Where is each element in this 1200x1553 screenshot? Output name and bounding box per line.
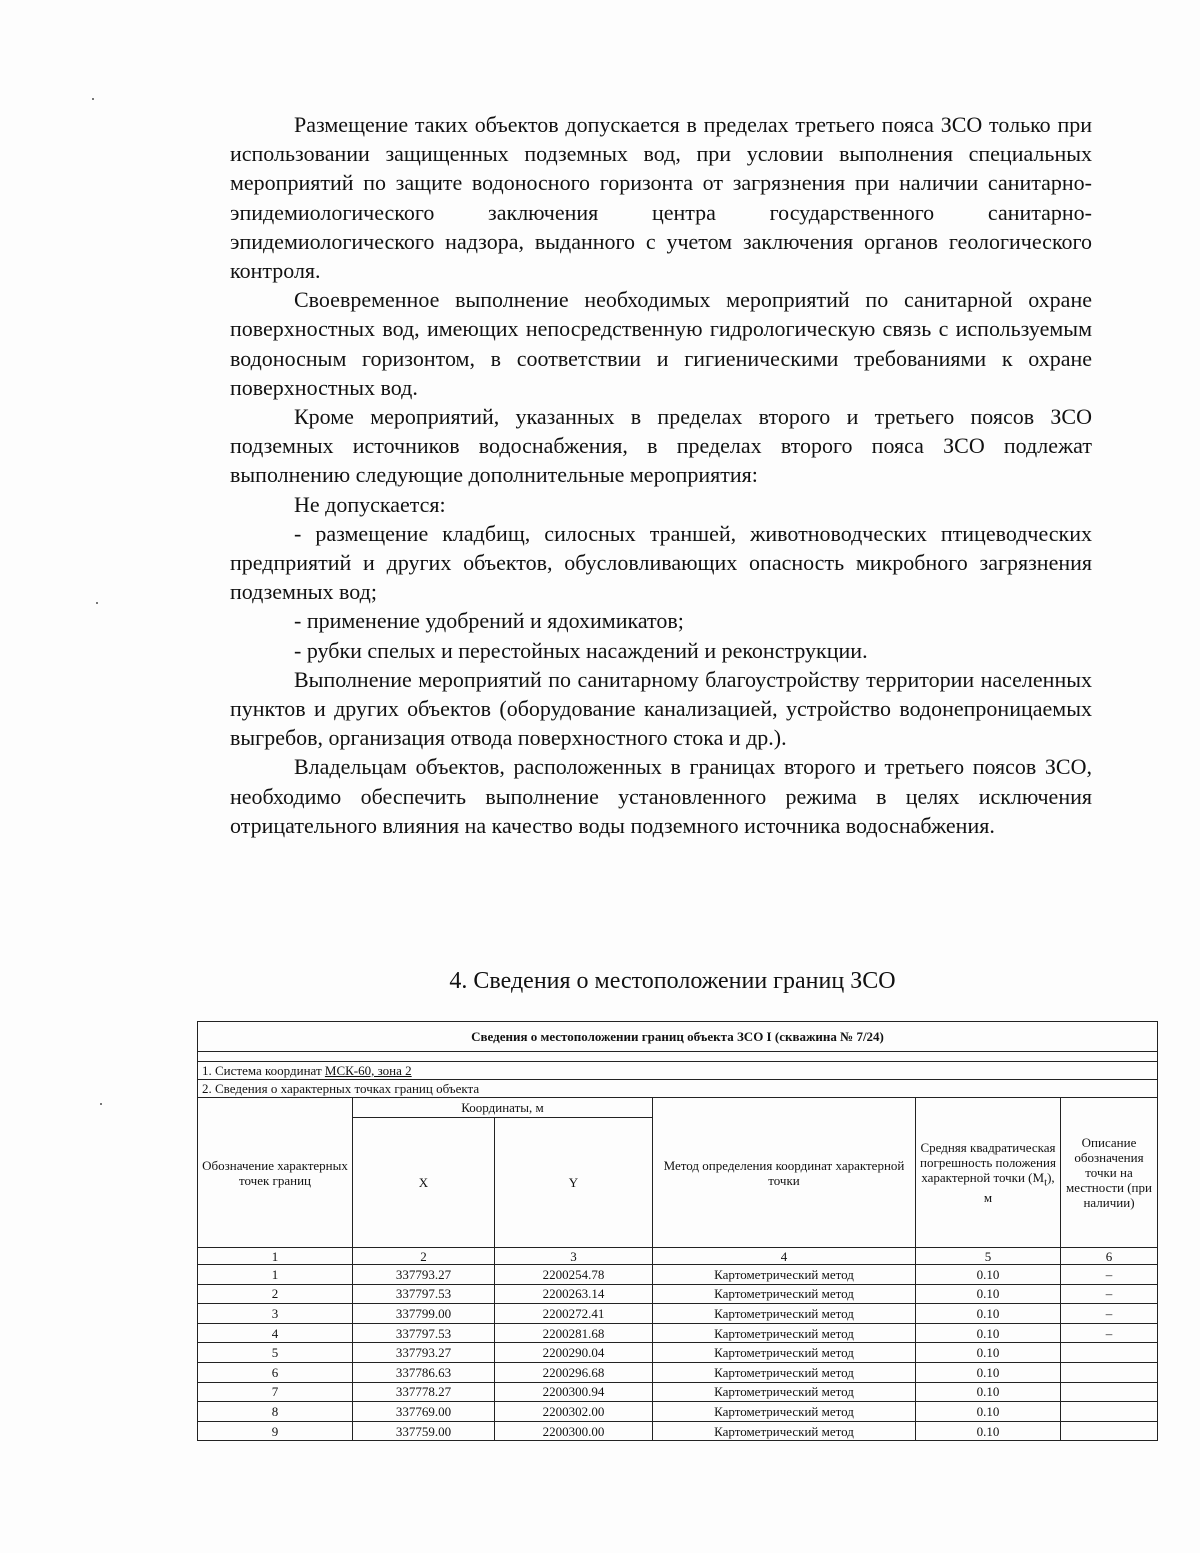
cell-method: Картометрический метод <box>653 1265 916 1285</box>
table-row <box>198 1284 1158 1304</box>
cell-x: 337793.27 <box>353 1265 495 1285</box>
column-number: 6 <box>1061 1248 1158 1265</box>
header-x: X <box>353 1118 495 1248</box>
table-row <box>198 1382 1158 1402</box>
cell-y: 2200254.78 <box>495 1265 653 1285</box>
cell-point: 9 <box>198 1421 353 1441</box>
cell-description: – <box>1061 1323 1158 1343</box>
cell-error: 0.10 <box>916 1304 1061 1324</box>
cell-y: 2200263.14 <box>495 1284 653 1304</box>
cell-method: Картометрический метод <box>653 1421 916 1441</box>
cell-description <box>1061 1362 1158 1382</box>
cell-x: 337786.63 <box>353 1362 495 1382</box>
cell-x: 337797.53 <box>353 1323 495 1343</box>
section-title: 4. Сведения о местоположении границ ЗСО <box>449 968 896 994</box>
table-title: Сведения о местоположении границ объекта ЗСО I (скважина № 7/24) <box>198 1022 1158 1052</box>
column-number: 2 <box>353 1248 495 1265</box>
cell-y: 2200281.68 <box>495 1323 653 1343</box>
scan-speck <box>96 602 98 604</box>
list-item: - рубки спелых и перестойных насаждений и реконструкции. <box>294 637 868 663</box>
cell-method: Картометрический метод <box>653 1402 916 1422</box>
cell-method: Картометрический метод <box>653 1362 916 1382</box>
column-number-row <box>198 1248 1158 1265</box>
cell-method: Картометрический метод <box>653 1323 916 1343</box>
table-row <box>198 1265 1158 1285</box>
cell-error: 0.10 <box>916 1362 1061 1382</box>
list-item: - размещение кладбищ, силосных траншей, животноводческих птицеводческих предприятий и других объектов, обусловливающих опасность микробного загрязнения подземных вод; <box>230 520 1092 605</box>
cell-x: 337799.00 <box>353 1304 495 1324</box>
table-row <box>198 1304 1158 1324</box>
table-row <box>198 1362 1158 1382</box>
scan-speck <box>100 1103 102 1105</box>
paragraph: Кроме мероприятий, указанных в пределах второго и третьего поясов ЗСО подземных источников водоснабжения, в пределах второго пояса ЗСО подлежат выполнению следующие дополнительные мероприятия: <box>230 404 1092 488</box>
table-row <box>198 1421 1158 1441</box>
cell-description: – <box>1061 1265 1158 1285</box>
cell-method: Картометрический метод <box>653 1284 916 1304</box>
table-row <box>198 1402 1158 1422</box>
paragraph: Не допускается: <box>294 491 446 517</box>
list-item: - применение удобрений и ядохимикатов; <box>294 608 684 634</box>
cell-description: – <box>1061 1304 1158 1324</box>
column-number: 1 <box>198 1248 353 1265</box>
header-designation: Обозначение характерных точек границ <box>198 1098 353 1248</box>
cell-y: 2200300.94 <box>495 1382 653 1402</box>
cell-y: 2200296.68 <box>495 1362 653 1382</box>
cell-y: 2200302.00 <box>495 1402 653 1422</box>
cell-method: Картометрический метод <box>653 1343 916 1363</box>
column-number: 4 <box>653 1248 916 1265</box>
points-label: 2. Сведения о характерных точках границ объекта <box>198 1080 1158 1098</box>
cell-point: 6 <box>198 1362 353 1382</box>
cell-point: 7 <box>198 1382 353 1402</box>
cell-y: 2200300.00 <box>495 1421 653 1441</box>
column-number: 5 <box>916 1248 1061 1265</box>
paragraph: Владельцам объектов, расположенных в границах второго и третьего поясов ЗСО, необходимо обеспечить выполнение установленного режима в целях исключения отрицательного влияния на качество воды подземного источника водоснабжения. <box>230 754 1092 838</box>
cell-x: 337759.00 <box>353 1421 495 1441</box>
paragraph: Размещение таких объектов допускается в пределах третьего пояса ЗСО только при использовании защищенных подземных вод, при условии выполнения специальных мероприятий по защите водоносного горизонта от загрязнения при наличии санитарно-эпидемиологического заключения центра государственного санитарно-эпидемиологического надзора, выданного с учетом заключения органов геологического контроля. <box>230 112 1092 284</box>
header-row-1 <box>198 1098 1158 1118</box>
header-y: Y <box>495 1118 653 1248</box>
coord-system-cell <box>198 1062 1158 1080</box>
cell-description <box>1061 1343 1158 1363</box>
boundary-table-container <box>197 1021 1152 1451</box>
cell-error: 0.10 <box>916 1323 1061 1343</box>
cell-error: 0.10 <box>916 1343 1061 1363</box>
cell-point: 8 <box>198 1402 353 1422</box>
boundary-coordinates-table <box>197 1021 1158 1441</box>
body-text <box>230 110 1092 840</box>
cell-x: 337793.27 <box>353 1343 495 1363</box>
header-error-text: Средняя квадратическая погрешность положения характерной точки (M <box>920 1139 1056 1185</box>
header-description: Описание обозначения точки на местности (при наличии) <box>1061 1098 1158 1248</box>
cell-y: 2200290.04 <box>495 1343 653 1363</box>
cell-description <box>1061 1382 1158 1402</box>
table-row <box>198 1323 1158 1343</box>
cell-error: 0.10 <box>916 1402 1061 1422</box>
cell-error: 0.10 <box>916 1382 1061 1402</box>
cell-x: 337797.53 <box>353 1284 495 1304</box>
header-method: Метод определения координат характерной точки <box>653 1098 916 1248</box>
cell-method: Картометрический метод <box>653 1304 916 1324</box>
cell-description <box>1061 1421 1158 1441</box>
cell-point: 5 <box>198 1343 353 1363</box>
cell-y: 2200272.41 <box>495 1304 653 1324</box>
paragraph: Выполнение мероприятий по санитарному благоустройству территории населенных пунктов и других объектов (оборудование канализацией, устройство водонепроницаемых выгребов, организация отвода поверхностного стока и др.). <box>230 666 1092 751</box>
header-error-sub: t <box>1044 1176 1048 1189</box>
cell-error: 0.10 <box>916 1265 1061 1285</box>
cell-description <box>1061 1402 1158 1422</box>
cell-error: 0.10 <box>916 1284 1061 1304</box>
cell-point: 4 <box>198 1323 353 1343</box>
header-coordinates: Координаты, м <box>353 1098 653 1118</box>
column-number: 3 <box>495 1248 653 1265</box>
header-error <box>916 1098 1061 1248</box>
coord-system-label: 1. Система координат <box>202 1063 325 1078</box>
coord-system-row <box>198 1062 1158 1080</box>
scan-speck <box>92 98 94 100</box>
cell-x: 337778.27 <box>353 1382 495 1402</box>
header-error-suffix: ), м <box>983 1169 1055 1206</box>
points-label-row <box>198 1080 1158 1098</box>
cell-error: 0.10 <box>916 1421 1061 1441</box>
cell-point: 3 <box>198 1304 353 1324</box>
table-title-row <box>198 1022 1158 1052</box>
paragraph: Своевременное выполнение необходимых мероприятий по санитарной охране поверхностных вод, имеющих непосредственную гидрологическую связь с используемым водоносным горизонтом, в соответствии и гигиеническими требованиями к охране поверхностных вод. <box>230 287 1092 400</box>
coord-system-value: МСК-60, зона 2 <box>324 1063 412 1078</box>
cell-method: Картометрический метод <box>653 1382 916 1402</box>
table-spacer <box>198 1052 1158 1062</box>
cell-point: 1 <box>198 1265 353 1285</box>
cell-point: 2 <box>198 1284 353 1304</box>
cell-description: – <box>1061 1284 1158 1304</box>
table-row <box>198 1343 1158 1363</box>
cell-x: 337769.00 <box>353 1402 495 1422</box>
